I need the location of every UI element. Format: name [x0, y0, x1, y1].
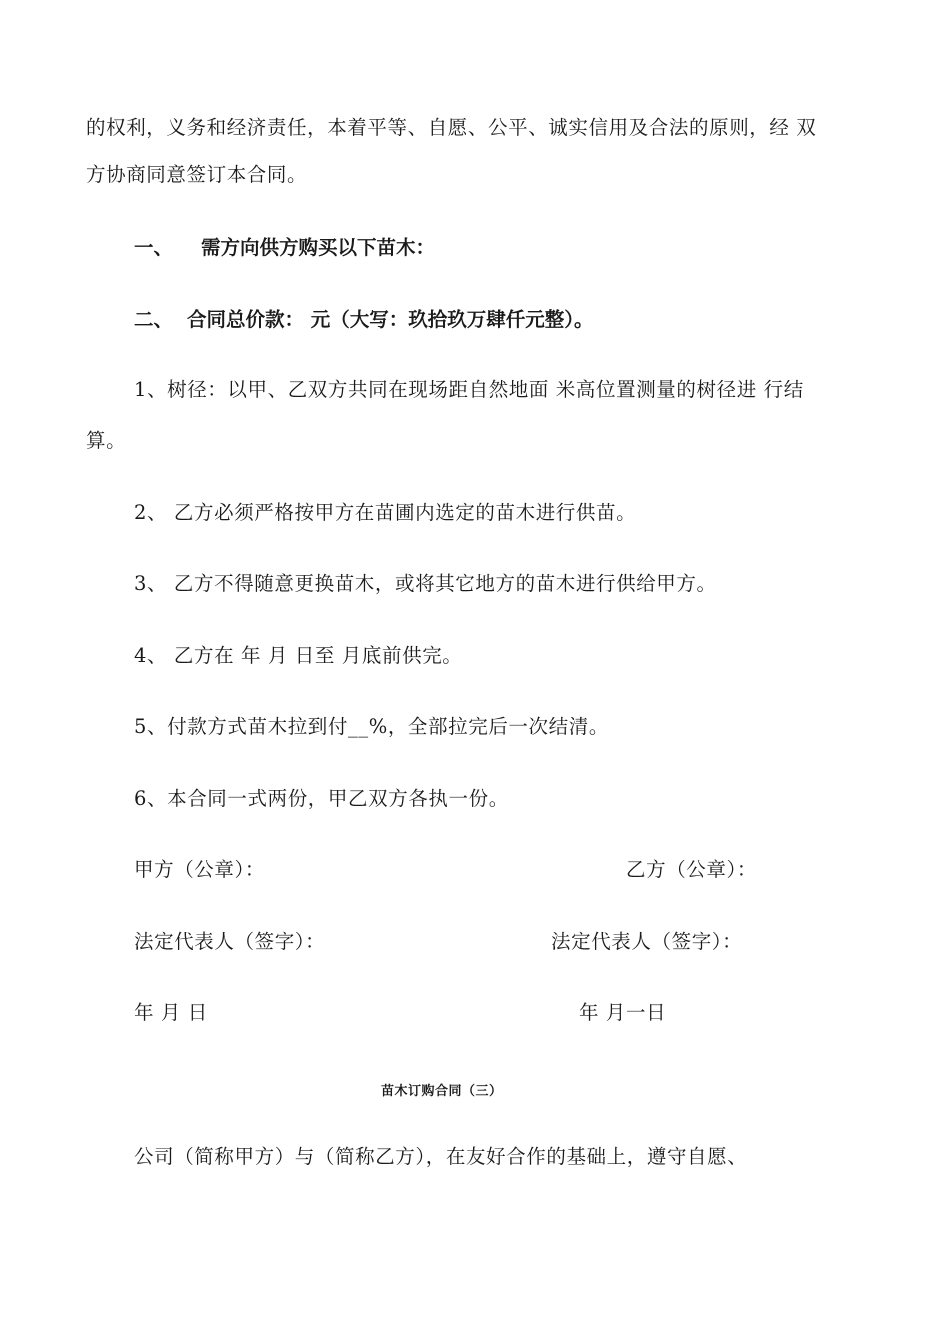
clause-1-line-1: 1、树径：以甲、乙双方共同在现场距自然地面 米高位置测量的树径进 行结: [134, 378, 804, 401]
clause-5: 5、付款方式苗木拉到付__%，全部拉完后一次结清。: [134, 715, 609, 738]
party-a-seal: 甲方（公章）：: [134, 858, 265, 881]
intro-line-1: 的权利，义务和经济责任，本着平等、自愿、公平、诚实信用及合法的原则，经 双: [86, 116, 817, 139]
party-a-date: 年 月 日: [134, 1001, 208, 1024]
clause-4: 4、 乙方在 年 月 日至 月底前供完。: [134, 644, 463, 667]
section-2-text: 合同总价款： 元（大写：玖拾玖万肆仟元整）。: [187, 308, 594, 331]
section-1-number: 一、: [134, 236, 174, 259]
section-2-number: 二、: [134, 308, 174, 331]
clause-2: 2、 乙方必须严格按甲方在苗圃内选定的苗木进行供苗。: [134, 501, 637, 524]
next-contract-opening: 公司（简称甲方）与（简称乙方），在友好合作的基础上，遵守自愿、: [134, 1145, 748, 1168]
party-a-representative: 法定代表人（签字）：: [134, 930, 326, 953]
section-1-text: 需方向供方购买以下苗木：: [201, 236, 436, 259]
clause-3: 3、 乙方不得随意更换苗木，或将其它地方的苗木进行供给甲方。: [134, 572, 717, 595]
party-b-seal: 乙方（公章）：: [626, 858, 757, 881]
intro-line-2: 方协商同意签订本合同。: [86, 163, 308, 186]
party-b-date: 年 月一日: [579, 1001, 667, 1024]
clause-1-line-2: 算。: [86, 429, 127, 452]
next-contract-title: 苗木订购合同（三）: [381, 1084, 503, 1099]
party-b-representative: 法定代表人（签字）：: [551, 930, 743, 953]
clause-6: 6、本合同一式两份，甲乙双方各执一份。: [134, 787, 509, 810]
